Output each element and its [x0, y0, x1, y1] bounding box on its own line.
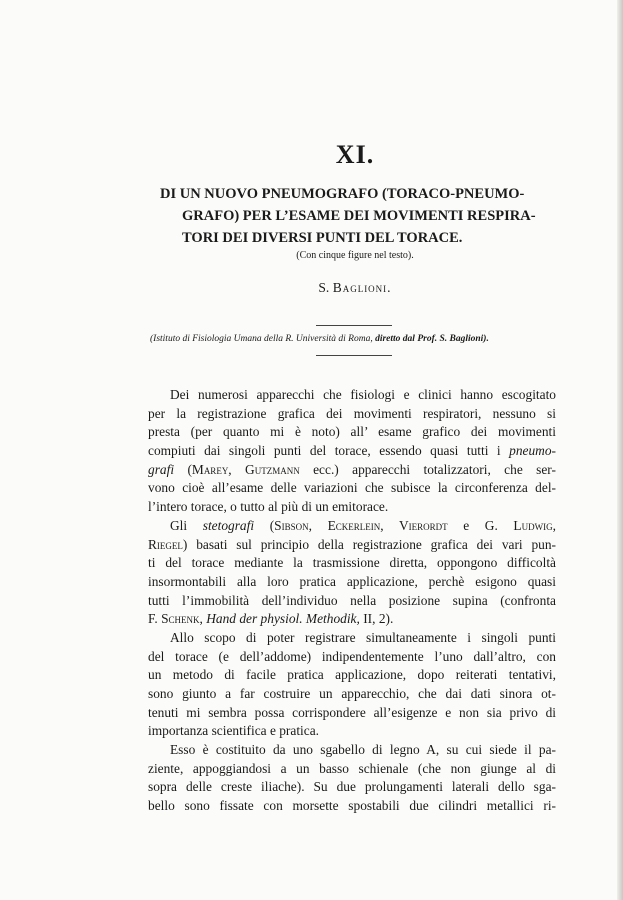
italic-term: stetografi: [202, 517, 255, 533]
text-segment: ) basati sul principio della registrazione grafica dei vari pun-: [182, 536, 556, 552]
text-segment: II, 2).: [363, 611, 394, 627]
text-segment: Gli: [170, 517, 188, 533]
divider: [316, 325, 392, 326]
text-line: vono cioè all’esame delle variazioni che subisce la circonferenza del-: [148, 480, 556, 496]
text-line: insormontabili alla loro pratica applicazione, perchè esigono quasi: [148, 573, 556, 589]
text-line: Allo scopo di poter registrare simultaneamente i singoli punti: [170, 629, 556, 645]
institute-name: (Istituto di Fisiologia Umana della R. Università di Roma,: [150, 334, 373, 344]
text-line: sono giunto a far costruire un apparecchio, che dai dati sinora ot-: [148, 686, 556, 701]
divider: [316, 355, 392, 356]
text-line: [148, 610, 556, 629]
text-line: [148, 442, 556, 461]
article-body: [148, 386, 556, 816]
title-line: GRAFO) PER L’ESAME DEI MOVIMENTI RESPIRA-: [182, 208, 536, 224]
text-line: l’intero torace, o tutto al più di un emitorace.: [148, 499, 389, 515]
text-segment: (: [187, 461, 192, 477]
italic-term: grafi: [148, 461, 175, 477]
text-segment: (: [269, 517, 275, 533]
text-line: bello sono fissate con morsette spostabili due cilindri metallici ri-: [148, 798, 556, 814]
author-names: Riegel: [148, 536, 183, 552]
text-line: Esso è costituito da uno sgabello di legno A, su cui siede il pa-: [170, 742, 556, 758]
text-line: ti del torace mediante la trasmissione diretta, oppongono difficoltà: [148, 555, 556, 571]
text-segment: F.: [148, 611, 158, 627]
figure-note: (Con cinque figure nel testo).: [296, 250, 414, 261]
book-title: Hand der physiol. Methodik,: [206, 611, 360, 627]
author-surname: Baglioni.: [332, 280, 392, 295]
author-initial: S.: [318, 280, 330, 295]
text-line: Dei numerosi apparecchi che fisiologi e clinici hanno escogitato: [170, 387, 556, 402]
text-segment: e G.: [463, 517, 498, 533]
chapter-number: XI.: [335, 140, 375, 169]
page-edge: [617, 0, 623, 900]
institute-director: diretto dal Prof. S. Baglioni).: [375, 334, 489, 344]
text-line: per la registrazione grafica dei movimenti respiratori, nessuno si: [148, 405, 556, 421]
author-names: Marey, Gutzmann: [191, 461, 300, 477]
author: [0, 280, 623, 296]
title-line: TORI DEI DIVERSI PUNTI DEL TORACE.: [182, 230, 463, 246]
title-line: DI UN NUOVO PNEUMOGRAFO (TORACO-PNEUMO-: [160, 186, 525, 202]
text-line: un metodo di facile pratica applicazione, dopo reiterati tentativi,: [148, 667, 556, 683]
text-line: [148, 461, 556, 480]
article-title: [160, 183, 564, 249]
text-line: tenuti mi sembra possa corrispondere all’esigenze e non sia privo di: [148, 704, 556, 720]
text-segment: ecc.) apparecchi totalizzatori, che ser-: [313, 461, 556, 477]
text-line: importanza scientifica e pratica.: [148, 723, 320, 739]
author-names: Schenk,: [161, 611, 203, 627]
text-line: del torace (e dell’addome) indipendentemente l’uno dall’altro, con: [148, 648, 556, 664]
text-line: [148, 536, 556, 555]
text-line: presta (per quanto mi è noto) all’ esame grafico dei movimenti: [148, 424, 556, 440]
text-segment: compiuti dai singoli punti del torace, essendo quasi tutti i: [148, 443, 501, 459]
text-line: tutti l’immobilità dell’individuo nella posizione supina (confronta: [148, 592, 556, 608]
text-line: [148, 517, 556, 536]
institute-affiliation: [150, 334, 580, 344]
author-names: Sibson, Eckerlein, Vierordt: [274, 517, 448, 533]
text-line: sopra delle creste iliache). Su due prolungamenti laterali dello sga-: [148, 779, 556, 795]
italic-term: pneumo-: [509, 443, 556, 459]
author-names: Ludwig,: [513, 517, 556, 533]
text-line: ziente, appoggiandosi a un basso schienale (che non giunge al di: [148, 760, 556, 776]
